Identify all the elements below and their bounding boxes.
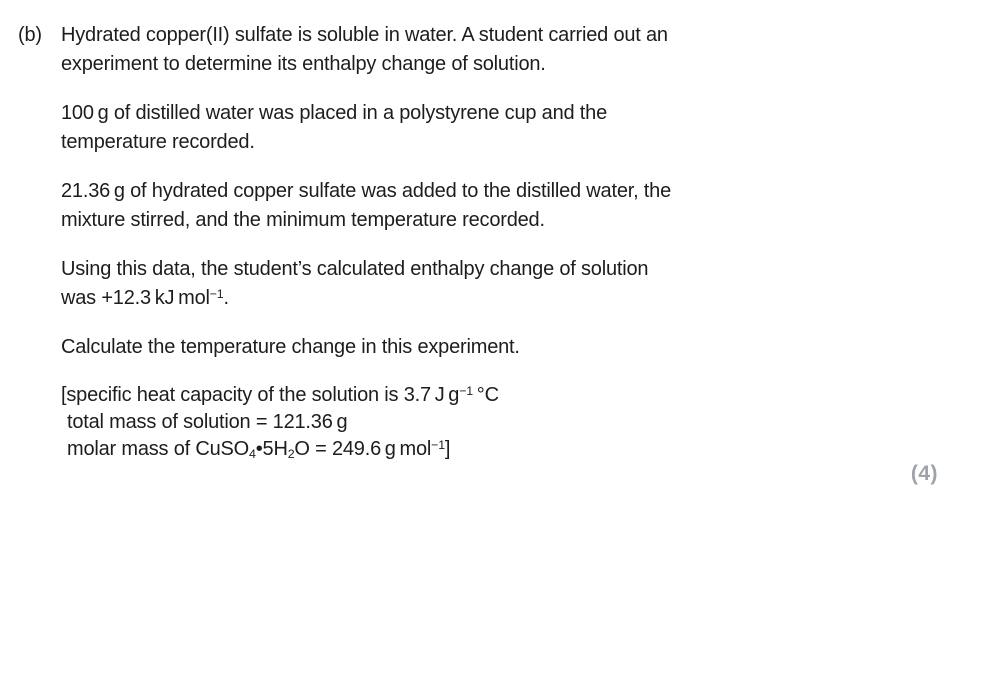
text-line: Hydrated copper(II) sulfate is soluble in water. A student carried out an (61, 24, 668, 46)
text-line: experiment to determine its enthalpy change of solution. (61, 53, 546, 75)
paragraph-water-setup (61, 99, 974, 157)
text-line: total mass of solution = 121.36 g (67, 411, 348, 433)
paragraph-data-bracket (61, 382, 974, 463)
text-line: temperature recorded. (61, 131, 255, 153)
text-line: 21.36 g of hydrated copper sulfate was added to the distilled water, the (61, 180, 672, 202)
text-line: Calculate the temperature change in this experiment. (61, 336, 520, 358)
paragraph-intro (61, 21, 974, 79)
text-line: molar mass of $CuSO_4•5H_2O = 249.6$ g mol$^{-1}$] (67, 438, 451, 461)
question-body (61, 21, 974, 463)
text-line: mixture stirred, and the minimum temperature recorded. (61, 209, 545, 231)
paragraph-task (61, 333, 974, 362)
paragraph-solute-added (61, 177, 974, 235)
marks-badge: (4) (910, 462, 938, 485)
text-line: [specific heat capacity of the solution is 3.7 J $g^{-1}$ °C (61, 384, 499, 406)
text-line: was +12.3 kJ mol$^{-1}$. (61, 287, 229, 309)
text-line: 100 g of distilled water was placed in a polystyrene cup and the (61, 102, 607, 124)
text-line: Using this data, the student’s calculated enthalpy change of solution (61, 258, 649, 280)
question-part-b (18, 21, 974, 463)
paragraph-enthalpy-result (61, 255, 974, 313)
part-label: (b) (18, 24, 42, 46)
